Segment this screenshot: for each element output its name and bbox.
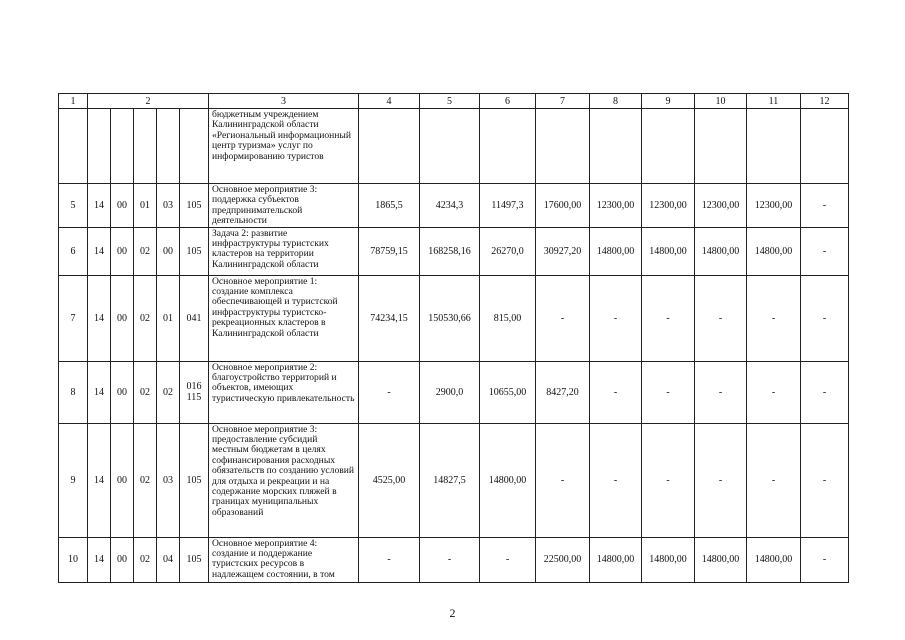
- code-value: 04: [163, 554, 173, 566]
- code-cell: [157, 361, 180, 423]
- table-row: [59, 361, 849, 423]
- value-cell: -: [536, 275, 590, 361]
- code-cell: [111, 275, 134, 361]
- value-cell: 8427,20: [536, 361, 590, 423]
- code-cell: [157, 227, 180, 275]
- value-cell: 11497,3: [480, 184, 536, 228]
- value-cell: -: [801, 275, 849, 361]
- value-cell: 150530,66: [420, 275, 480, 361]
- code-value: 02: [163, 386, 173, 398]
- value-cell: 22500,00: [536, 537, 590, 582]
- code-value: 02: [140, 554, 150, 566]
- code-cell: [157, 537, 180, 582]
- code-value: 00: [117, 312, 127, 324]
- description-cell: Основное мероприятие 3: поддержка субъектов предпринимательской деятельности: [209, 184, 359, 228]
- code-value: 105: [186, 554, 202, 566]
- code-value: 00: [163, 245, 173, 257]
- value-cell: -: [801, 184, 849, 228]
- description-cell: бюджетным учреждением Калининградской области «Региональный информационный центр туризма» услуг по информированию туристов: [209, 109, 359, 184]
- header-cell: 7: [536, 94, 590, 109]
- value-cell: 168258,16: [420, 227, 480, 275]
- value-cell: 10655,00: [480, 361, 536, 423]
- code-cell: [111, 227, 134, 275]
- code-value: 02: [140, 386, 150, 398]
- header-cell: 12: [801, 94, 849, 109]
- value-cell: [420, 109, 480, 184]
- code-cell: [180, 537, 209, 582]
- row-number-cell: 6: [59, 227, 88, 275]
- value-cell: 14800,00: [747, 227, 801, 275]
- header-cell: 6: [480, 94, 536, 109]
- header-cell: 11: [747, 94, 801, 109]
- row-number-cell: 10: [59, 537, 88, 582]
- code-cell: [111, 361, 134, 423]
- code-value: 00: [117, 474, 127, 486]
- code-cell: [134, 275, 157, 361]
- code-value: 03: [163, 474, 173, 486]
- code-cell: [88, 361, 111, 423]
- description-cell: Основное мероприятие 3: предоставление субсидий местным бюджетам в целях софинансирования расходных обязательств по созданию условий для отдыха и рекреации и на содержание морских пляжей в границах муниципальных образований: [209, 423, 359, 537]
- code-value: 016 115: [186, 381, 202, 404]
- value-cell: [359, 109, 420, 184]
- code-cell: [157, 275, 180, 361]
- row-number-cell: 8: [59, 361, 88, 423]
- code-value: 041: [186, 312, 202, 324]
- code-cell: [157, 184, 180, 228]
- value-cell: 17600,00: [536, 184, 590, 228]
- code-cell: [180, 423, 209, 537]
- code-value: 02: [140, 474, 150, 486]
- value-cell: -: [480, 537, 536, 582]
- value-cell: -: [642, 275, 695, 361]
- code-value: 02: [140, 312, 150, 324]
- code-cell: [180, 184, 209, 228]
- code-cell: [180, 361, 209, 423]
- code-value: 14: [94, 386, 104, 398]
- value-cell: 14800,00: [747, 537, 801, 582]
- value-cell: 815,00: [480, 275, 536, 361]
- code-value: 14: [94, 245, 104, 257]
- value-cell: -: [642, 361, 695, 423]
- value-cell: -: [747, 361, 801, 423]
- value-cell: 14800,00: [480, 423, 536, 537]
- value-cell: 4234,3: [420, 184, 480, 228]
- value-cell: -: [590, 275, 642, 361]
- page-number: 2: [449, 606, 456, 620]
- code-cell: [180, 275, 209, 361]
- code-cell: [180, 109, 209, 184]
- value-cell: 30927,20: [536, 227, 590, 275]
- table-row: [59, 423, 849, 537]
- table-row: [59, 109, 849, 184]
- code-value: 03: [163, 199, 173, 211]
- value-cell: -: [590, 361, 642, 423]
- code-value: 01: [140, 199, 150, 211]
- code-cell: [88, 184, 111, 228]
- value-cell: 14800,00: [695, 537, 747, 582]
- row-number-cell: 7: [59, 275, 88, 361]
- code-cell: [134, 423, 157, 537]
- table-row: [59, 275, 849, 361]
- value-cell: [801, 109, 849, 184]
- value-cell: 14800,00: [590, 537, 642, 582]
- value-cell: -: [801, 227, 849, 275]
- value-cell: [695, 109, 747, 184]
- code-cell: [111, 423, 134, 537]
- code-cell: [111, 184, 134, 228]
- code-value: 00: [117, 386, 127, 398]
- value-cell: [536, 109, 590, 184]
- value-cell: 14827,5: [420, 423, 480, 537]
- code-cell: [111, 537, 134, 582]
- value-cell: [590, 109, 642, 184]
- code-cell: [111, 109, 134, 184]
- header-cell: 1: [59, 94, 88, 109]
- row-number-cell: 5: [59, 184, 88, 228]
- header-cell: 8: [590, 94, 642, 109]
- budget-table: [58, 93, 849, 583]
- value-cell: -: [642, 423, 695, 537]
- row-number-cell: [59, 109, 88, 184]
- code-cell: [157, 423, 180, 537]
- value-cell: -: [590, 423, 642, 537]
- value-cell: 2900,0: [420, 361, 480, 423]
- header-row: [59, 94, 849, 109]
- code-value: 105: [186, 474, 202, 486]
- value-cell: -: [801, 361, 849, 423]
- value-cell: -: [747, 275, 801, 361]
- header-cell: 10: [695, 94, 747, 109]
- code-value: 105: [186, 245, 202, 257]
- value-cell: 14800,00: [642, 227, 695, 275]
- value-cell: 4525,00: [359, 423, 420, 537]
- header-cell: 4: [359, 94, 420, 109]
- value-cell: 14800,00: [590, 227, 642, 275]
- value-cell: 12300,00: [642, 184, 695, 228]
- code-value: 02: [140, 245, 150, 257]
- code-value: 00: [117, 199, 127, 211]
- value-cell: -: [695, 361, 747, 423]
- value-cell: -: [801, 423, 849, 537]
- header-cell: 5: [420, 94, 480, 109]
- code-value: 00: [117, 554, 127, 566]
- code-value: 14: [94, 312, 104, 324]
- value-cell: 78759,15: [359, 227, 420, 275]
- description-cell: Основное мероприятие 1: создание комплекса обеспечивающей и туристской инфраструктуры туристско-рекреационных кластеров в Калининградской области: [209, 275, 359, 361]
- code-cell: [88, 227, 111, 275]
- value-cell: -: [359, 537, 420, 582]
- description-cell: Основное мероприятие 2: благоустройство территорий и объектов, имеющих туристическую привлекательность: [209, 361, 359, 423]
- table-row: [59, 227, 849, 275]
- row-number-cell: 9: [59, 423, 88, 537]
- code-cell: [88, 275, 111, 361]
- code-cell: [134, 537, 157, 582]
- table-row: [59, 537, 849, 582]
- value-cell: 26270,0: [480, 227, 536, 275]
- code-cell: [134, 109, 157, 184]
- code-cell: [157, 109, 180, 184]
- value-cell: -: [695, 423, 747, 537]
- code-value: 14: [94, 199, 104, 211]
- header-cell: 2: [88, 94, 209, 109]
- code-cell: [88, 423, 111, 537]
- code-cell: [180, 227, 209, 275]
- code-cell: [88, 109, 111, 184]
- value-cell: 74234,15: [359, 275, 420, 361]
- code-cell: [134, 227, 157, 275]
- description-cell: Основное мероприятие 4: создание и поддержание туристских ресурсов в надлежащем состоянии, в том: [209, 537, 359, 582]
- value-cell: 14800,00: [642, 537, 695, 582]
- code-value: 14: [94, 554, 104, 566]
- header-cell: 9: [642, 94, 695, 109]
- description-cell: Задача 2: развитие инфраструктуры туристских кластеров на территории Калининградской области: [209, 227, 359, 275]
- value-cell: [747, 109, 801, 184]
- value-cell: -: [420, 537, 480, 582]
- value-cell: -: [747, 423, 801, 537]
- code-cell: [88, 537, 111, 582]
- value-cell: -: [536, 423, 590, 537]
- value-cell: 12300,00: [747, 184, 801, 228]
- table-row: [59, 184, 849, 228]
- value-cell: 1865,5: [359, 184, 420, 228]
- header-cell: 3: [209, 94, 359, 109]
- code-cell: [134, 184, 157, 228]
- code-value: 01: [163, 312, 173, 324]
- value-cell: -: [359, 361, 420, 423]
- value-cell: 12300,00: [695, 184, 747, 228]
- value-cell: [480, 109, 536, 184]
- code-value: 00: [117, 245, 127, 257]
- code-value: 14: [94, 474, 104, 486]
- value-cell: -: [801, 537, 849, 582]
- value-cell: -: [695, 275, 747, 361]
- code-cell: [134, 361, 157, 423]
- value-cell: [642, 109, 695, 184]
- code-value: 105: [186, 199, 202, 211]
- value-cell: 12300,00: [590, 184, 642, 228]
- value-cell: 14800,00: [695, 227, 747, 275]
